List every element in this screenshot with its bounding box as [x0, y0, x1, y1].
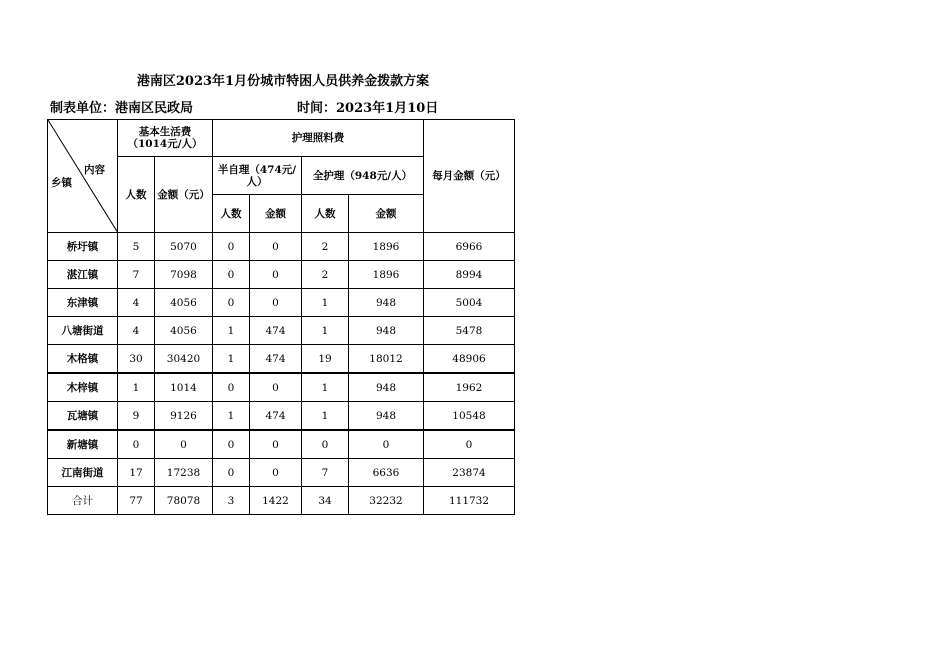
- amount-full-cell: 0: [349, 430, 424, 459]
- amount-half-cell: 474: [250, 317, 302, 345]
- table-row: [48, 373, 515, 402]
- town-cell: 湛江镇: [48, 261, 118, 289]
- amount-basic-cell: 4056: [155, 289, 213, 317]
- total-row: [48, 487, 515, 515]
- people-half-cell: 0: [213, 373, 250, 402]
- diag-header-content: 内容: [84, 164, 105, 176]
- people-full-cell: 1: [302, 373, 349, 402]
- people-full-cell: 0: [302, 430, 349, 459]
- amount-full-cell: 948: [349, 317, 424, 345]
- monthly-total-cell: 48906: [424, 345, 515, 374]
- amount-basic-cell: 17238: [155, 459, 213, 487]
- table-row: [48, 261, 515, 289]
- monthly-total-cell: 5004: [424, 289, 515, 317]
- diagonal-header-cell: [48, 120, 118, 233]
- monthly-total-cell: 10548: [424, 402, 515, 431]
- people-full-cell: 34: [302, 487, 349, 515]
- amount-basic-cell: 30420: [155, 345, 213, 374]
- total-label-cell: 合计: [48, 487, 118, 515]
- people-full-cell: 1: [302, 402, 349, 431]
- amount-half-cell: 0: [250, 373, 302, 402]
- amount-basic-cell: 4056: [155, 317, 213, 345]
- amount-full-cell: 1896: [349, 261, 424, 289]
- amount-full-cell: 6636: [349, 459, 424, 487]
- header-care-fee: 护理照料费: [213, 120, 424, 157]
- table-row: [48, 459, 515, 487]
- header-amount-half: 金额: [250, 195, 302, 233]
- people-full-cell: 2: [302, 233, 349, 261]
- header-people-half: 人数: [213, 195, 250, 233]
- people-basic-cell: 7: [118, 261, 155, 289]
- amount-full-cell: 948: [349, 373, 424, 402]
- amount-half-cell: 0: [250, 261, 302, 289]
- people-half-cell: 0: [213, 233, 250, 261]
- header-half-care: 半自理（474元/人）: [213, 157, 302, 195]
- report-title: 港南区2023年1月份城市特困人员供养金拨款方案: [136, 74, 430, 89]
- table-row: [48, 345, 515, 374]
- report-date: 时间：2023年1月10日: [297, 101, 439, 116]
- amount-basic-cell: 5070: [155, 233, 213, 261]
- header-amount-full: 金额: [349, 195, 424, 233]
- amount-half-cell: 474: [250, 402, 302, 431]
- people-half-cell: 1: [213, 317, 250, 345]
- town-cell: 新塘镇: [48, 430, 118, 459]
- table-row: [48, 317, 515, 345]
- people-full-cell: 7: [302, 459, 349, 487]
- amount-half-cell: 474: [250, 345, 302, 374]
- amount-basic-cell: 7098: [155, 261, 213, 289]
- amount-half-cell: 0: [250, 233, 302, 261]
- amount-half-cell: 1422: [250, 487, 302, 515]
- monthly-total-cell: 8994: [424, 261, 515, 289]
- people-basic-cell: 4: [118, 289, 155, 317]
- people-basic-cell: 17: [118, 459, 155, 487]
- monthly-total-cell: 1962: [424, 373, 515, 402]
- people-half-cell: 1: [213, 345, 250, 374]
- people-half-cell: 0: [213, 261, 250, 289]
- town-cell: 瓦塘镇: [48, 402, 118, 431]
- header-full-care: 全护理（948元/人）: [302, 157, 424, 195]
- amount-full-cell: 948: [349, 289, 424, 317]
- people-half-cell: 0: [213, 430, 250, 459]
- people-basic-cell: 4: [118, 317, 155, 345]
- people-basic-cell: 77: [118, 487, 155, 515]
- people-basic-cell: 0: [118, 430, 155, 459]
- people-basic-cell: 30: [118, 345, 155, 374]
- monthly-total-cell: 111732: [424, 487, 515, 515]
- monthly-total-cell: 23874: [424, 459, 515, 487]
- header-amount-basic: 金额（元）: [155, 157, 213, 233]
- diag-header-town: 乡镇: [51, 177, 72, 189]
- amount-basic-cell: 0: [155, 430, 213, 459]
- amount-half-cell: 0: [250, 430, 302, 459]
- town-cell: 木格镇: [48, 345, 118, 374]
- town-cell: 东津镇: [48, 289, 118, 317]
- town-cell: 八塘街道: [48, 317, 118, 345]
- people-full-cell: 19: [302, 345, 349, 374]
- table-row: [48, 233, 515, 261]
- people-basic-cell: 9: [118, 402, 155, 431]
- town-cell: 江南街道: [48, 459, 118, 487]
- header-basic-living: 基本生活费（1014元/人）: [118, 120, 213, 157]
- issuing-unit: 制表单位：港南区民政局: [50, 101, 194, 116]
- town-cell: 桥圩镇: [48, 233, 118, 261]
- amount-basic-cell: 9126: [155, 402, 213, 431]
- amount-basic-cell: 1014: [155, 373, 213, 402]
- monthly-total-cell: 0: [424, 430, 515, 459]
- people-full-cell: 2: [302, 261, 349, 289]
- town-cell: 木梓镇: [48, 373, 118, 402]
- header-people-full: 人数: [302, 195, 349, 233]
- amount-half-cell: 0: [250, 459, 302, 487]
- people-half-cell: 0: [213, 459, 250, 487]
- table-row: [48, 402, 515, 431]
- people-half-cell: 1: [213, 402, 250, 431]
- people-half-cell: 3: [213, 487, 250, 515]
- monthly-total-cell: 5478: [424, 317, 515, 345]
- table-row: [48, 430, 515, 459]
- amount-half-cell: 0: [250, 289, 302, 317]
- header-monthly-total: 每月金额（元）: [424, 120, 515, 233]
- table-row: [48, 289, 515, 317]
- header-people-basic: 人数: [118, 157, 155, 233]
- amount-full-cell: 18012: [349, 345, 424, 374]
- people-half-cell: 0: [213, 289, 250, 317]
- people-full-cell: 1: [302, 289, 349, 317]
- people-basic-cell: 1: [118, 373, 155, 402]
- allocation-table: [47, 119, 515, 515]
- people-basic-cell: 5: [118, 233, 155, 261]
- amount-full-cell: 948: [349, 402, 424, 431]
- amount-basic-cell: 78078: [155, 487, 213, 515]
- amount-full-cell: 32232: [349, 487, 424, 515]
- amount-full-cell: 1896: [349, 233, 424, 261]
- monthly-total-cell: 6966: [424, 233, 515, 261]
- people-full-cell: 1: [302, 317, 349, 345]
